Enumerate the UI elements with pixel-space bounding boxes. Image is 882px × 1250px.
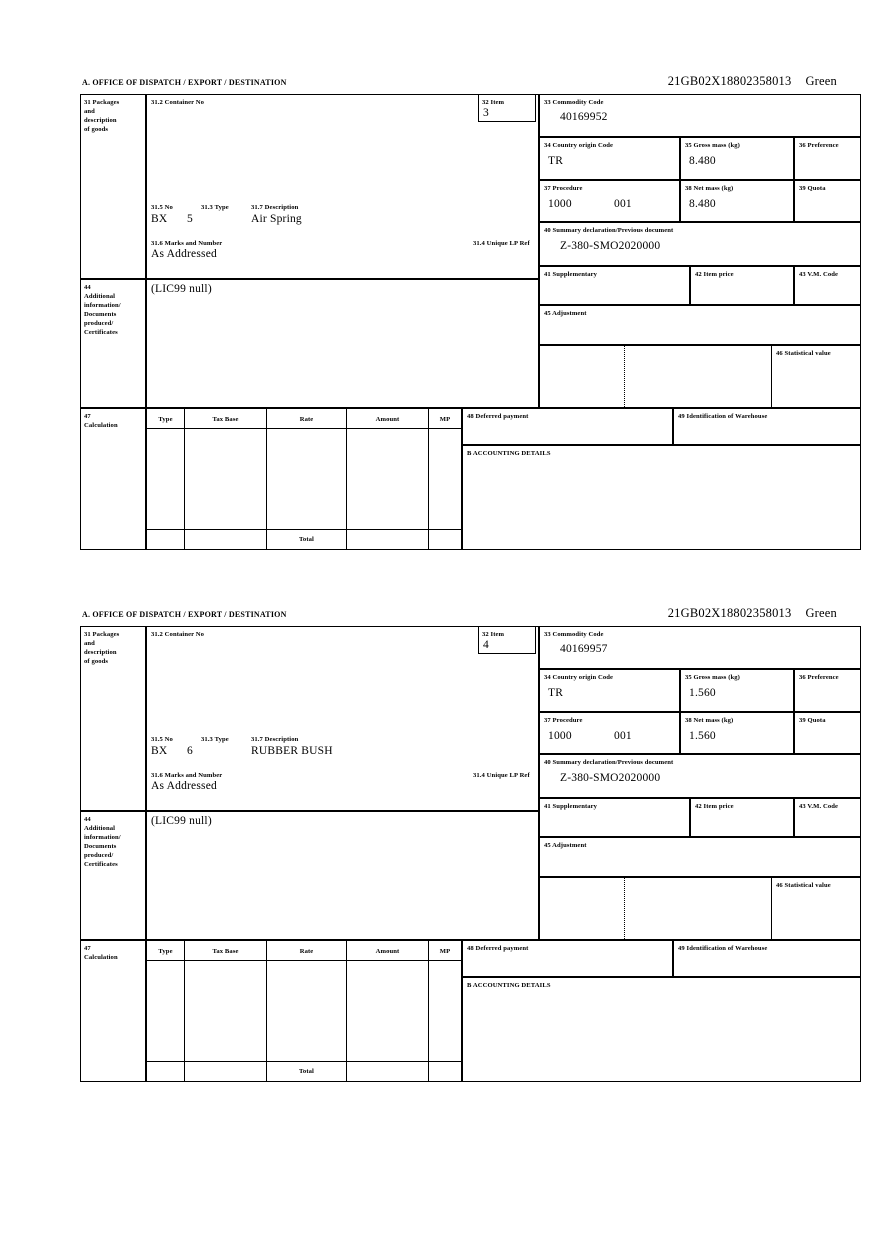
box-47-label-cell: 47 Calculation (80, 940, 146, 1082)
box-37-procedure (539, 180, 680, 222)
procedure-value-2: 001 (614, 730, 632, 742)
adjustment-label: 45 Adjustment (544, 310, 587, 317)
gross-mass-label: 35 Gross mass (kg) (685, 142, 740, 149)
mrn-value: 21GB02X18802358013 (667, 74, 792, 88)
calc-col-type: Type (158, 948, 173, 955)
marks-and-number-value: As Addressed (151, 248, 217, 260)
item-label: 32 Item (482, 99, 505, 106)
box-33-commodity-code (539, 626, 861, 669)
box-45-adjustment (539, 305, 861, 345)
packages-no-value: BX (151, 745, 168, 757)
calc-col-amount: Amount (375, 416, 400, 423)
box-46-dotted-divider (624, 346, 625, 407)
calc-col-type: Type (158, 416, 173, 423)
net-mass-value: 1.560 (689, 730, 716, 742)
marks-and-number-label: 31.6 Marks and Number (151, 772, 223, 779)
box-38-net-mass (680, 180, 794, 222)
box-32-item (478, 94, 536, 122)
box-B-accounting-details (462, 445, 861, 550)
box-32-item (478, 626, 536, 654)
mrn-header (668, 74, 837, 89)
procedure-value-1: 1000 (548, 730, 572, 742)
box-49-identification-of-warehouse (673, 940, 861, 977)
country-origin-code-label: 34 Country origin Code (544, 142, 614, 149)
adjustment-label: 45 Adjustment (544, 842, 587, 849)
form-header (80, 606, 861, 626)
country-origin-code-label: 34 Country origin Code (544, 674, 614, 681)
form-header (80, 74, 861, 94)
summary-declaration-value: Z-380-SMO2020000 (560, 240, 661, 252)
commodity-code-value: 40169952 (560, 111, 608, 123)
box-46-divider (771, 346, 772, 407)
calc-col-rate: Rate (299, 416, 314, 423)
customs-declaration-form-2 (80, 606, 861, 1075)
summary-declaration-label: 40 Summary declaration/Previous document (544, 759, 674, 766)
box-46-statistical-value-row (539, 877, 861, 940)
statistical-value-label: 46 Statistical value (776, 350, 831, 357)
box-45-adjustment (539, 837, 861, 877)
deferred-payment-label: 48 Deferred payment (467, 413, 529, 420)
summary-declaration-label: 40 Summary declaration/Previous document (544, 227, 674, 234)
lane-value: Green (805, 74, 837, 88)
box-36-preference (794, 137, 861, 180)
commodity-code-value: 40169957 (560, 643, 608, 655)
box-39-quota (794, 180, 861, 222)
box-35-gross-mass (680, 137, 794, 180)
preference-label: 36 Preference (799, 142, 839, 149)
quota-label: 39 Quota (799, 717, 826, 724)
gross-mass-value: 8.480 (689, 155, 716, 167)
calc-col-tax-base: Tax Base (212, 416, 239, 423)
net-mass-label: 38 Net mass (kg) (685, 185, 734, 192)
commodity-code-label: 33 Commodity Code (544, 631, 604, 638)
box-47-calculation-table (146, 408, 462, 550)
box-34-country-origin-code (539, 137, 680, 180)
net-mass-label: 38 Net mass (kg) (685, 717, 734, 724)
box-41-supplementary (539, 266, 690, 305)
container-no-label: 31.2 Container No (151, 99, 205, 106)
box-36-preference (794, 669, 861, 712)
packages-no-label: 31.5 No (151, 736, 173, 743)
unique-lp-ref-label: 31.4 Unique LP Ref (473, 240, 530, 247)
net-mass-value: 8.480 (689, 198, 716, 210)
box-43-vm-code (794, 798, 861, 837)
packages-type-value: 5 (187, 213, 193, 225)
box-37-procedure (539, 712, 680, 754)
customs-declaration-form-1 (80, 74, 861, 543)
mrn-value: 21GB02X18802358013 (667, 606, 792, 620)
mrn-header (668, 606, 837, 621)
statistical-value-label: 46 Statistical value (776, 882, 831, 889)
box-38-net-mass (680, 712, 794, 754)
packages-description-label: 31.7 Description (251, 736, 299, 743)
warehouse-identification-label: 49 Identification of Warehouse (678, 945, 768, 952)
country-origin-code-value: TR (548, 155, 564, 167)
marks-and-number-value: As Addressed (151, 780, 217, 792)
lane-value: Green (805, 606, 837, 620)
box-40-summary-declaration (539, 754, 861, 798)
box-39-quota (794, 712, 861, 754)
supplementary-label: 41 Supplementary (544, 803, 598, 810)
accounting-details-label: B ACCOUNTING DETAILS (467, 982, 551, 989)
commodity-code-label: 33 Commodity Code (544, 99, 604, 106)
box-48-deferred-payment (462, 940, 673, 977)
calc-total-label: Total (299, 536, 314, 543)
office-of-dispatch-label: A. OFFICE OF DISPATCH / EXPORT / DESTINATION (82, 610, 287, 619)
additional-information-value: (LIC99 null) (151, 283, 212, 295)
item-value: 4 (483, 639, 489, 651)
packages-no-value: BX (151, 213, 168, 225)
supplementary-label: 41 Supplementary (544, 271, 598, 278)
packages-no-label: 31.5 No (151, 204, 173, 211)
box-B-accounting-details (462, 977, 861, 1082)
box-31-label-cell: 31 Packages and description of goods (80, 626, 146, 811)
gross-mass-value: 1.560 (689, 687, 716, 699)
calc-col-rate: Rate (299, 948, 314, 955)
box-41-supplementary (539, 798, 690, 837)
gross-mass-label: 35 Gross mass (kg) (685, 674, 740, 681)
country-origin-code-value: TR (548, 687, 564, 699)
box-42-item-price (690, 266, 794, 305)
item-value: 3 (483, 107, 489, 119)
summary-declaration-value: Z-380-SMO2020000 (560, 772, 661, 784)
packages-description-value: Air Spring (251, 213, 302, 225)
item-price-label: 42 Item price (695, 271, 734, 278)
packages-type-label: 31.3 Type (201, 736, 229, 743)
vm-code-label: 43 V.M. Code (799, 271, 839, 278)
box-44-label-cell: 44 Additional information/ Documents produced/ Certificates (80, 279, 146, 408)
calc-col-tax-base: Tax Base (212, 948, 239, 955)
box-48-deferred-payment (462, 408, 673, 445)
box-44-additional-information (146, 811, 539, 940)
item-price-label: 42 Item price (695, 803, 734, 810)
box-43-vm-code (794, 266, 861, 305)
calc-total-label: Total (299, 1068, 314, 1075)
procedure-label: 37 Procedure (544, 185, 583, 192)
item-label: 32 Item (482, 631, 505, 638)
accounting-details-label: B ACCOUNTING DETAILS (467, 450, 551, 457)
box-46-dotted-divider (624, 878, 625, 939)
box-35-gross-mass (680, 669, 794, 712)
box-46-statistical-value-row (539, 345, 861, 408)
box-46-divider (771, 878, 772, 939)
calc-col-amount: Amount (375, 948, 400, 955)
box-33-commodity-code (539, 94, 861, 137)
deferred-payment-label: 48 Deferred payment (467, 945, 529, 952)
quota-label: 39 Quota (799, 185, 826, 192)
packages-type-value: 6 (187, 745, 193, 757)
box-34-country-origin-code (539, 669, 680, 712)
unique-lp-ref-label: 31.4 Unique LP Ref (473, 772, 530, 779)
marks-and-number-label: 31.6 Marks and Number (151, 240, 223, 247)
box-47-label-cell: 47 Calculation (80, 408, 146, 550)
container-no-label: 31.2 Container No (151, 631, 205, 638)
procedure-value-1: 1000 (548, 198, 572, 210)
box-44-label-cell: 44 Additional information/ Documents produced/ Certificates (80, 811, 146, 940)
box-47-calculation-table (146, 940, 462, 1082)
box-42-item-price (690, 798, 794, 837)
box-49-identification-of-warehouse (673, 408, 861, 445)
additional-information-value: (LIC99 null) (151, 815, 212, 827)
warehouse-identification-label: 49 Identification of Warehouse (678, 413, 768, 420)
box-40-summary-declaration (539, 222, 861, 266)
packages-description-label: 31.7 Description (251, 204, 299, 211)
packages-type-label: 31.3 Type (201, 204, 229, 211)
packages-description-value: RUBBER BUSH (251, 745, 333, 757)
procedure-label: 37 Procedure (544, 717, 583, 724)
calc-col-mp: MP (439, 948, 451, 955)
box-44-additional-information (146, 279, 539, 408)
calc-col-mp: MP (439, 416, 451, 423)
office-of-dispatch-label: A. OFFICE OF DISPATCH / EXPORT / DESTINATION (82, 78, 287, 87)
box-31-label-cell: 31 Packages and description of goods (80, 94, 146, 279)
procedure-value-2: 001 (614, 198, 632, 210)
preference-label: 36 Preference (799, 674, 839, 681)
vm-code-label: 43 V.M. Code (799, 803, 839, 810)
